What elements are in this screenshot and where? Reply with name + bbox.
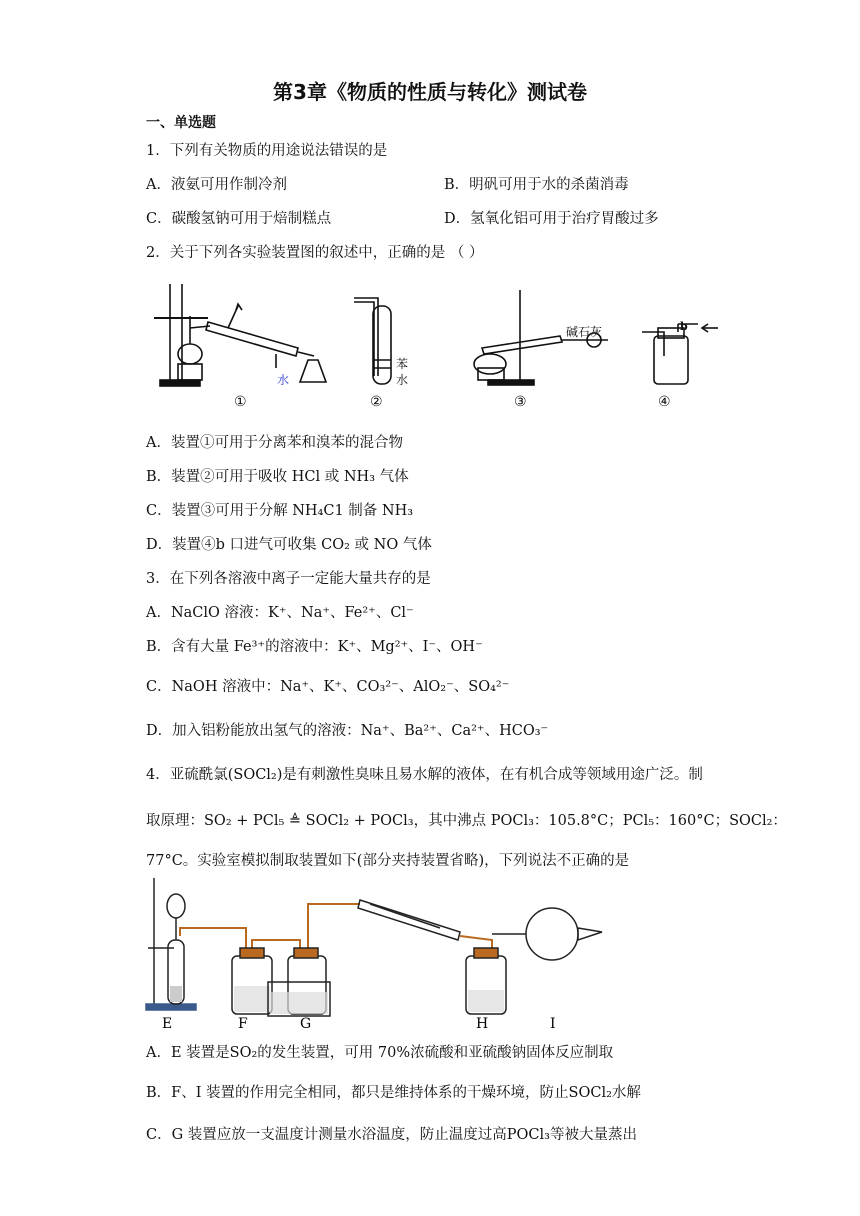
q2-apparatus-figure xyxy=(148,276,728,416)
q4-option-b[interactable]: B．F、I 装置的作用完全相同，都只是维持体系的干燥环境，防止SOCl₂水解 xyxy=(146,1085,641,1101)
fig-label-3: ③ xyxy=(514,394,527,410)
water-label-2: 水 xyxy=(396,373,409,387)
q2-option-b[interactable]: B．装置②可用于吸收 HCl 或 NH₃ 气体 xyxy=(146,469,409,485)
benzene-label: 苯 xyxy=(396,357,409,371)
q4-line-3: 77°C。实验室模拟制取装置如下(部分夹持装置省略)，下列说法不正确的是 xyxy=(146,853,630,869)
q2-option-d[interactable]: D．装置④b 口进气可收集 CO₂ 或 NO 气体 xyxy=(146,537,432,553)
section-heading: 一、单选题 xyxy=(146,115,216,131)
q1-option-d[interactable]: D．氢氧化铝可用于治疗胃酸过多 xyxy=(444,211,659,227)
q3-option-d[interactable]: D．加入铝粉能放出氢气的溶液：Na⁺、Ba²⁺、Ca²⁺、HCO₃⁻ xyxy=(146,723,549,739)
fig-label-1: ① xyxy=(234,394,247,410)
q2-option-c[interactable]: C．装置③可用于分解 NH₄C1 制备 NH₃ xyxy=(146,503,414,519)
q3-option-a[interactable]: A．NaClO 溶液：K⁺、Na⁺、Fe²⁺、Cl⁻ xyxy=(146,605,414,621)
q3-stem: 3．在下列各溶液中离子一定能大量共存的是 xyxy=(146,571,431,587)
label-g: G xyxy=(300,1016,312,1032)
port-b-label: b xyxy=(680,320,688,333)
fig-label-2: ② xyxy=(370,394,383,410)
label-f: F xyxy=(238,1016,248,1032)
water-label-1: 水 xyxy=(277,373,290,387)
q3-option-c[interactable]: C．NaOH 溶液中：Na⁺、K⁺、CO₃²⁻、AlO₂⁻、SO₄²⁻ xyxy=(146,679,510,695)
q1-option-b[interactable]: B．明矾可用于水的杀菌消毒 xyxy=(444,177,629,193)
q2-option-a[interactable]: A．装置①可用于分离苯和溴苯的混合物 xyxy=(146,435,403,451)
q1-option-a[interactable]: A．液氨可用作制冷剂 xyxy=(146,177,287,193)
label-e: E xyxy=(162,1016,173,1032)
q2-stem: 2．关于下列各实验装置图的叙述中，正确的是 （ ） xyxy=(146,245,484,261)
q4-line-1: 4．亚硫酰氯(SOCl₂)是有刺激性臭味且易水解的液体，在有机合成等领域用途广泛。制 xyxy=(146,767,703,783)
fig-label-4: ④ xyxy=(658,394,671,410)
q3-option-b[interactable]: B．含有大量 Fe³⁺的溶液中：K⁺、Mg²⁺、I⁻、OH⁻ xyxy=(146,639,483,655)
q1-option-c[interactable]: C．碳酸氢钠可用于焙制糕点 xyxy=(146,211,332,227)
page-title: 第3章《物质的性质与转化》测试卷 xyxy=(273,80,587,104)
q4-apparatus-figure xyxy=(140,874,620,1034)
soda-lime-label: 碱石灰 xyxy=(566,325,603,339)
label-h: H xyxy=(476,1016,489,1032)
q4-option-a[interactable]: A．E 装置是SO₂的发生装置，可用 70%浓硫酸和亚硫酸钠固体反应制取 xyxy=(146,1045,614,1061)
q1-stem: 1．下列有关物质的用途说法错误的是 xyxy=(146,143,388,159)
q4-option-c[interactable]: C．G 装置应放一支温度计测量水浴温度，防止温度过高POCl₃等被大量蒸出 xyxy=(146,1127,637,1143)
label-i: I xyxy=(550,1016,556,1032)
q4-line-2: 取原理：SO₂ + PCl₅ ≜ SOCl₂ + POCl₃，其中沸点 POCl₃：105.8°C；PCl₅：160°C；SOCl₂： xyxy=(146,813,787,829)
